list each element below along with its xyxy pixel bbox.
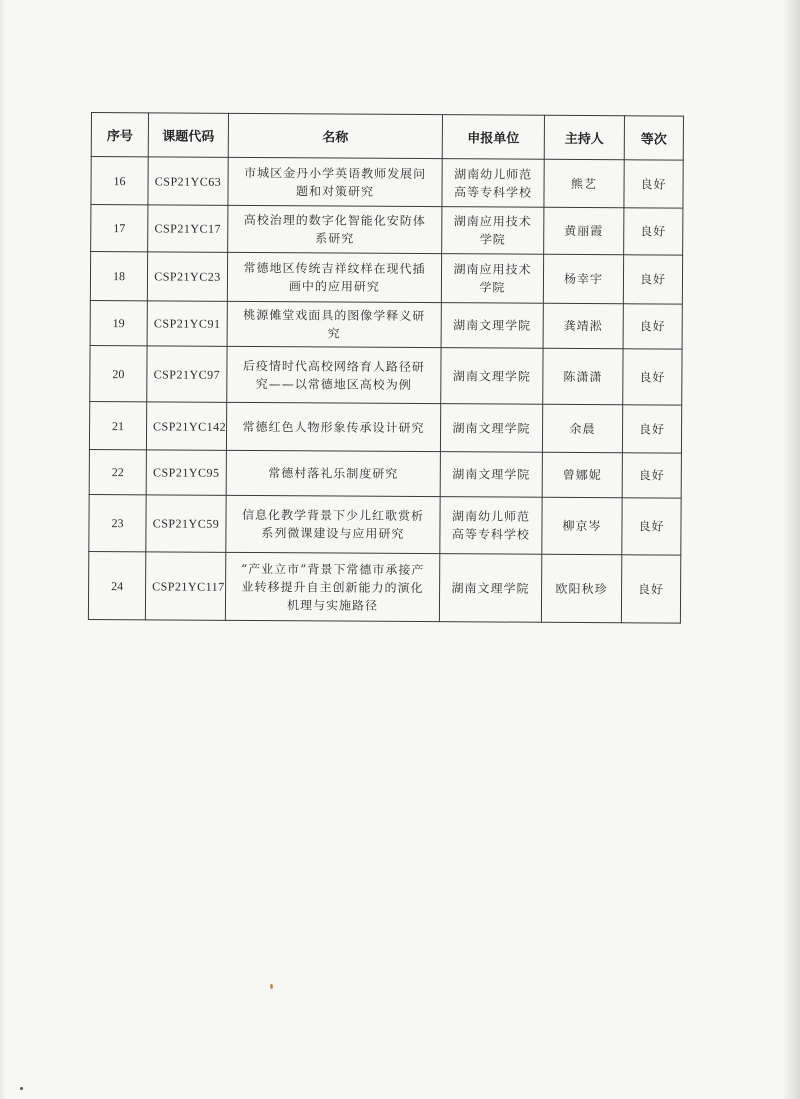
header-grade: 等次 [624,116,683,160]
cell-host: 曾娜妮 [542,452,622,497]
cell-seq: 22 [89,449,146,494]
cell-code: CSP21YC23 [147,252,227,301]
cell-grade: 良好 [622,405,681,453]
cell-name: 常德红色人物形象传承设计研究 [226,402,440,451]
cell-unit: 湖南文理学院 [441,348,543,405]
cell-seq: 19 [90,300,147,345]
header-unit: 申报单位 [442,115,544,160]
table-header-row [91,113,683,161]
cell-grade: 良好 [624,208,683,255]
cell-grade: 良好 [623,255,682,304]
page-right-edge-shadow [782,0,800,1099]
table-row [90,345,682,405]
cell-name: 高校治理的数字化智能化安防体系研究 [228,205,442,253]
cell-host: 龚靖淞 [543,303,623,348]
cell-grade: 良好 [623,304,682,349]
table-row [89,494,681,555]
cell-code: CSP21YC63 [148,157,228,205]
cell-seq: 24 [88,551,145,619]
cell-host: 柳京岑 [542,497,622,554]
cell-seq: 16 [91,157,148,205]
table-row [89,401,681,453]
cell-grade: 良好 [622,498,681,555]
cell-grade: 良好 [621,555,680,623]
cell-code: CSP21YC59 [146,495,226,552]
cell-host: 黄丽霞 [544,207,624,254]
cell-unit: 湖南文理学院 [441,303,543,349]
cell-code: CSP21YC97 [147,346,227,402]
cell-grade: 良好 [623,349,682,405]
cell-unit: 湖南幼儿师范高等专科学校 [442,159,544,208]
cell-code: CSP21YC17 [148,205,228,252]
cell-code: CSP21YC142 [146,402,226,450]
cell-name: 桃源傩堂戏面具的图像学释义研究 [227,301,441,347]
cell-unit: 湖南应用技术学院 [442,207,544,255]
table-row [89,449,681,498]
table-row [90,300,682,349]
cell-seq: 23 [89,494,146,551]
cell-host: 陈潇潇 [543,348,623,404]
cell-name: 市城区金丹小学英语教师发展问题和对策研究 [228,157,442,206]
cell-seq: 18 [90,252,147,301]
scan-speck [270,984,273,989]
cell-unit: 湖南应用技术学院 [441,254,543,304]
cell-code: CSP21YC117 [145,552,225,620]
cell-name: 信息化教学背景下少儿红歌赏析系列微课建设与应用研究 [226,495,440,553]
cell-host: 余晨 [542,404,622,452]
cell-host: 杨幸宇 [543,254,623,303]
cell-code: CSP21YC95 [146,450,226,495]
cell-host: 欧阳秋珍 [541,554,621,622]
header-seq: 序号 [91,113,148,157]
cell-name: “产业立市”背景下常德市承接产业转移提升自主创新能力的演化机理与实施路径 [225,552,439,621]
header-name: 名称 [228,113,442,158]
table-row [91,157,683,209]
results-table [88,112,684,624]
cell-unit: 湖南文理学院 [440,404,542,453]
header-host: 主持人 [544,115,624,159]
cell-name: 后疫情时代高校网络育人路径研究——以常德地区高校为例 [227,346,441,403]
cell-unit: 湖南幼儿师范高等专科学校 [440,497,542,555]
cell-seq: 20 [90,345,147,401]
cell-code: CSP21YC91 [147,301,227,346]
table-row [90,252,682,305]
table-row [91,205,683,256]
cell-unit: 湖南文理学院 [439,554,541,623]
cell-name: 常德村落礼乐制度研究 [226,450,440,496]
cell-grade: 良好 [622,453,681,498]
cell-name: 常德地区传统吉祥纹样在现代插画中的应用研究 [227,252,441,302]
header-code: 课题代码 [148,113,228,157]
cell-seq: 21 [89,401,146,449]
cell-seq: 17 [91,205,148,252]
page-left-edge-shadow [0,0,6,1099]
table-row [88,551,680,623]
cell-host: 熊艺 [544,159,624,207]
cell-grade: 良好 [624,160,683,208]
cell-unit: 湖南文理学院 [440,452,542,498]
scan-speck [20,1087,23,1090]
